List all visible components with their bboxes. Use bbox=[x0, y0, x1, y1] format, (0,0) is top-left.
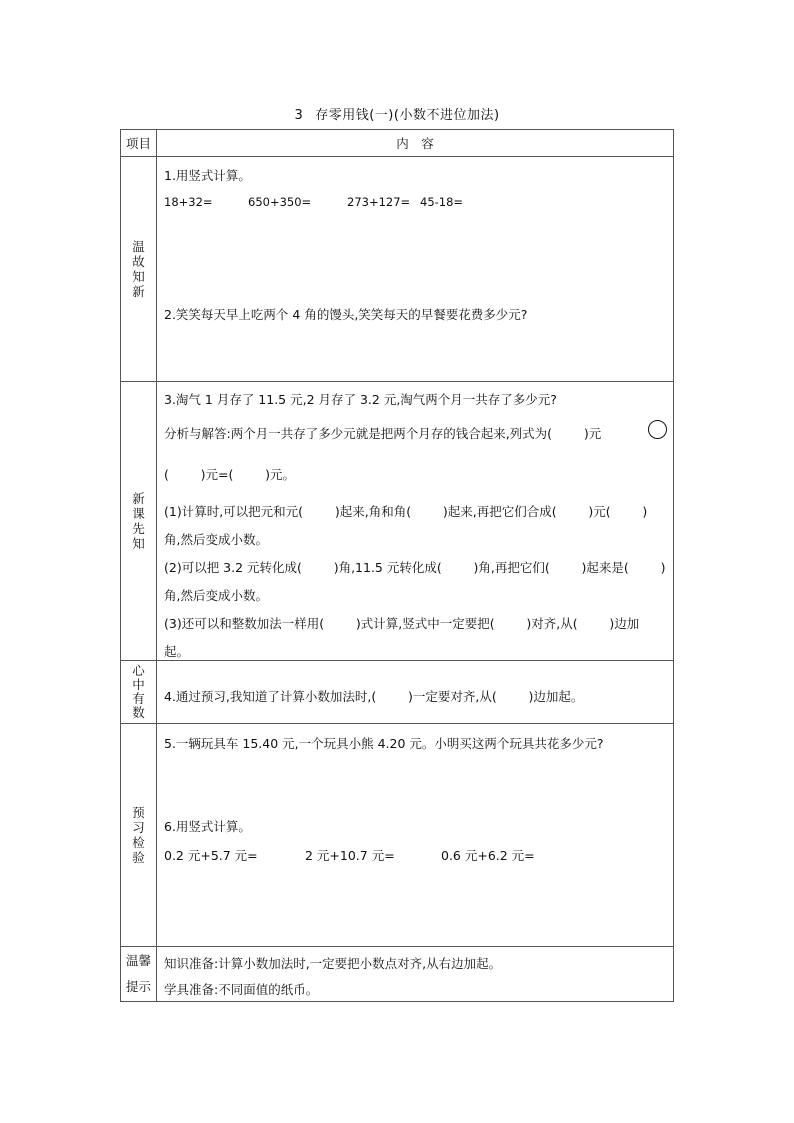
section-wenxin-row bbox=[121, 947, 674, 1002]
label-char: 数 bbox=[132, 705, 145, 720]
calc-item: 45-18= bbox=[420, 195, 464, 209]
table-header-row bbox=[121, 130, 674, 157]
label-char: 预 bbox=[132, 805, 145, 820]
section-content-wengu bbox=[157, 157, 673, 381]
calc-item: 0.6 元+6.2 元= bbox=[441, 848, 535, 863]
point-1-line-a: (1)计算时,可以把元和元( )起来,角和角( )起来,再把它们合成( )元( ) bbox=[164, 504, 648, 519]
label-char: 先 bbox=[132, 521, 145, 536]
section-content-xinzhong bbox=[157, 661, 673, 723]
section-yuxi-row bbox=[121, 724, 674, 947]
answer-circle-icon bbox=[648, 420, 667, 439]
label-char: 温 bbox=[132, 239, 145, 254]
analysis-line: 分析与解答:两个月一共存了多少元就是把两个月存的钱合起来,列式为( )元 bbox=[164, 426, 602, 441]
point-1-line-b: 角,然后变成小数。 bbox=[164, 532, 268, 547]
lesson-title: 存零用钱(一)(小数不进位加法) bbox=[315, 108, 500, 123]
label-char: 验 bbox=[132, 850, 145, 865]
section-content-xinke bbox=[157, 382, 673, 660]
calc-item: 650+350= bbox=[248, 195, 312, 209]
section-label-xinzhong bbox=[121, 661, 157, 724]
section-content-wenxin bbox=[157, 947, 673, 1001]
label-char: 故 bbox=[132, 254, 145, 269]
section-xinke-row bbox=[121, 382, 674, 661]
calc-item: 2 元+10.7 元= bbox=[305, 848, 395, 863]
tip-tools: 学具准备:不同面值的纸币。 bbox=[164, 982, 319, 997]
label-char: 检 bbox=[132, 835, 145, 850]
label-char: 习 bbox=[132, 820, 145, 835]
label-char: 新 bbox=[132, 491, 145, 506]
label-row: 温馨 bbox=[125, 953, 151, 968]
question-1: 1.用竖式计算。 bbox=[164, 168, 251, 183]
question-4: 4.通过预习,我知道了计算小数加法时,( )一定要对齐,从( )边加起。 bbox=[164, 689, 584, 704]
calc-item: 0.2 元+5.7 元= bbox=[164, 848, 258, 863]
label-char: 知 bbox=[132, 536, 145, 551]
section-label-xinke bbox=[121, 382, 157, 661]
question-5: 5.一辆玩具车 15.40 元,一个玩具小熊 4.20 元。小明买这两个玩具共花多少元? bbox=[164, 736, 604, 751]
section-content-yuxi bbox=[157, 724, 673, 946]
question-3: 3.淘气 1 月存了 11.5 元,2 月存了 3.2 元,淘气两个月一共存了多少元? bbox=[164, 392, 557, 407]
section-label-yuxi bbox=[121, 724, 157, 947]
tip-knowledge: 知识准备:计算小数加法时,一定要把小数点对齐,从右边加起。 bbox=[164, 956, 502, 971]
section-label-wenxin bbox=[121, 947, 157, 1002]
point-2-line-a: (2)可以把 3.2 元转化成( )角,11.5 元转化成( )角,再把它们( )起来是( ) bbox=[164, 560, 666, 575]
header-project: 项目 bbox=[121, 130, 157, 157]
label-row: 提示 bbox=[125, 979, 151, 994]
section-label-wengu bbox=[121, 157, 157, 382]
lesson-number: 3 bbox=[294, 108, 304, 123]
calc-item: 18+32= bbox=[164, 195, 213, 209]
point-3-line-a: (3)还可以和整数加法一样用( )式计算,竖式中一定要把( )对齐,从( )边加 bbox=[164, 616, 640, 631]
point-2-line-b: 角,然后变成小数。 bbox=[164, 588, 268, 603]
label-char: 有 bbox=[132, 691, 145, 706]
section-xinzhong-row bbox=[121, 661, 674, 724]
analysis-line-2: ( )元=( )元。 bbox=[164, 467, 296, 482]
lesson-table bbox=[120, 129, 674, 1002]
page-title bbox=[0, 104, 794, 123]
label-char: 中 bbox=[132, 677, 145, 692]
point-3-line-b: 起。 bbox=[164, 644, 190, 659]
label-char: 新 bbox=[132, 284, 145, 299]
question-2: 2.笑笑每天早上吃两个 4 角的馒头,笑笑每天的早餐要花费多少元? bbox=[164, 307, 528, 322]
label-char: 知 bbox=[132, 269, 145, 284]
label-char: 课 bbox=[132, 506, 145, 521]
label-char: 心 bbox=[132, 663, 145, 678]
calc-item: 273+127= bbox=[347, 195, 411, 209]
question-6: 6.用竖式计算。 bbox=[164, 819, 251, 834]
section-wengu-row bbox=[121, 157, 674, 382]
header-content: 内 容 bbox=[157, 130, 674, 157]
